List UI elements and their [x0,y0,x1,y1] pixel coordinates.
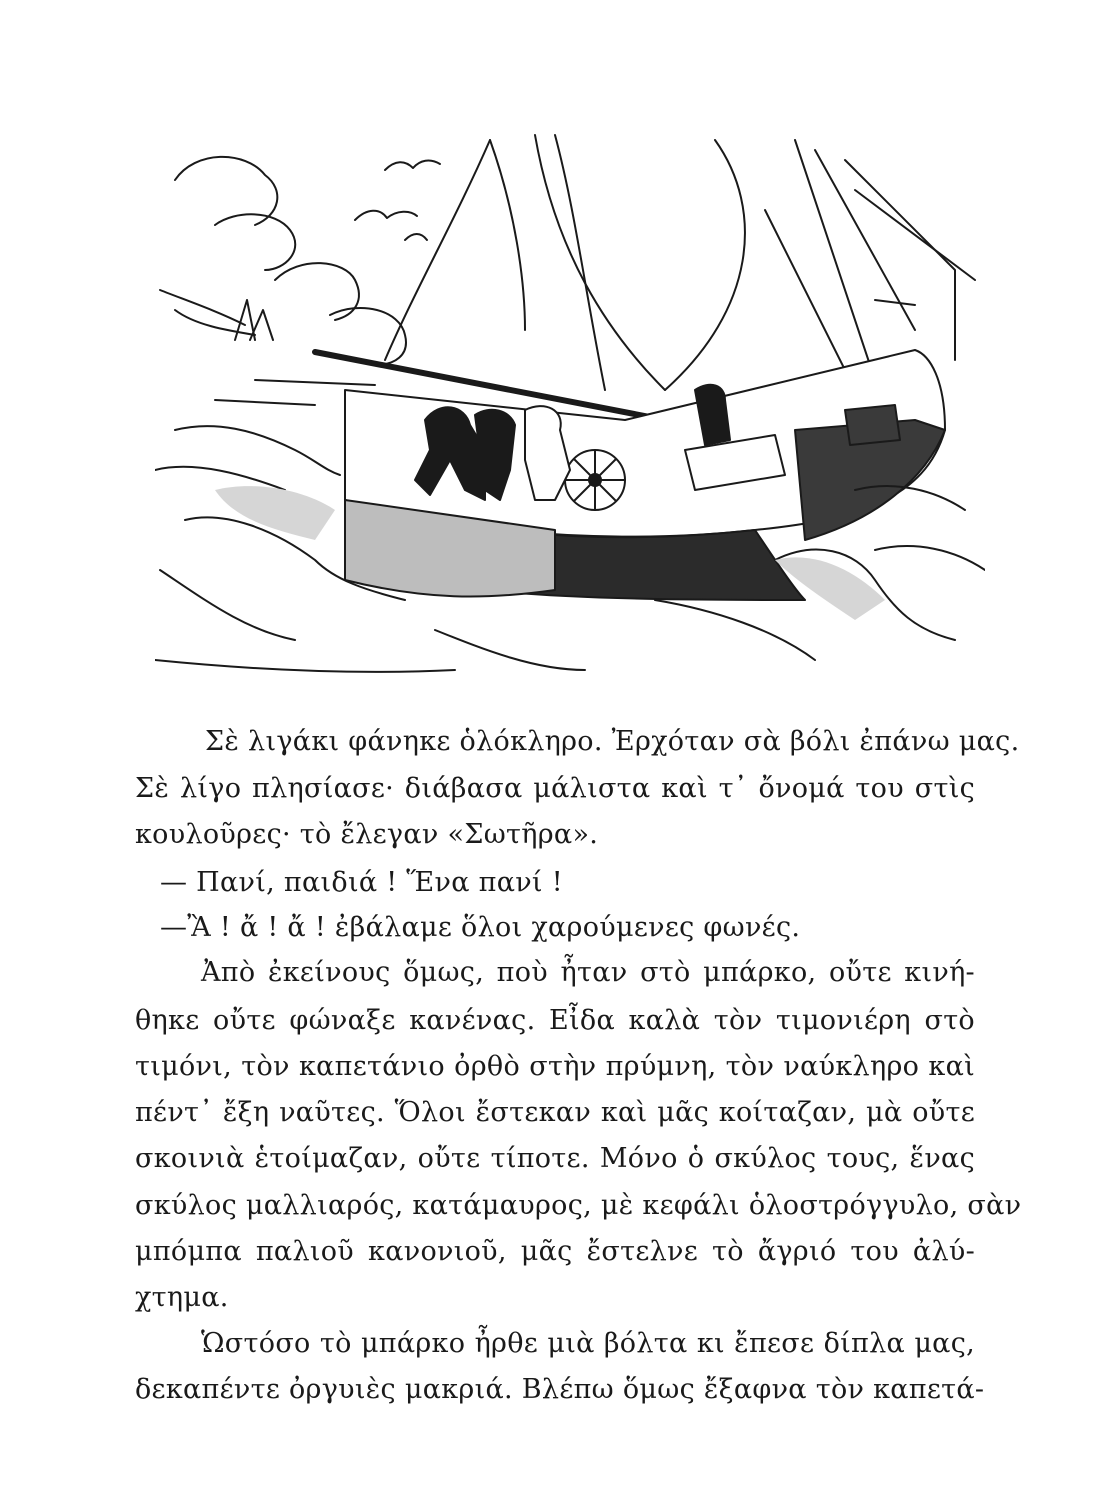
text-line: δεκαπέντε ὀργυιὲς μακριά. Βλέπω ὅμως ἔξαφνα τὸν καπετά- [135,1374,985,1405]
mainsail-drawing [490,140,525,330]
text-line: —Ἂ ! ἄ ! ἄ ! ἐβάλαμε ὅλοι χαρούμενες φωνές. [160,912,801,943]
text-line: χτημα. [135,1282,229,1313]
sailboat-illustration [155,130,985,710]
text-line: Σὲ λιγάκι φάνηκε ὁλόκληρο. Ἐρχόταν σὰ βόλι ἐπάνω μας. [205,726,1020,757]
text-line: Ὡστόσο τὸ μπάρκο ἦρθε μιὰ βόλτα κι ἔπεσε δίπλα μας, [201,1328,975,1359]
text-line: Σὲ λίγο πλησίασε· διάβασα μάλιστα καὶ τ᾽ ὄνομά του στὶς [135,773,975,804]
text-line: πέντ᾽ ἔξη ναῦτες. Ὅλοι ἔστεκαν καὶ μᾶς κοίταζαν, μὰ οὔτε [135,1097,975,1128]
text-line: σκύλος μαλλιαρός, κατάμαυρος, μὲ κεφάλι ὁλοστρόγγυλο, σὰν [135,1190,1022,1221]
text-line: κουλοῦρες· τὸ ἔλεγαν «Σωτῆρα». [135,819,599,850]
text-line: — Πανί, παιδιά ! Ἕνα πανί ! [160,867,563,898]
seagull-drawing [385,161,440,170]
text-line: Ἀπὸ ἐκείνους ὅμως, ποὺ ἦταν στὸ μπάρκο, οὔτε κινή- [201,957,975,988]
text-line: σκοινιὰ ἑτοίμαζαν, οὔτε τίποτε. Μόνο ὁ σκύλος τους, ἕνας [135,1143,975,1174]
text-line: θηκε οὔτε φώναξε κανένας. Εἶδα καλὰ τὸν τιμονιέρη στὸ [135,1005,975,1036]
text-line: μπόμπα παλιοῦ κανονιοῦ, μᾶς ἔστελνε τὸ ἄγριό του ἀλύ- [135,1236,975,1267]
text-line: τιμόνι, τὸν καπετάνιο ὀρθὸ στὴν πρύμνη, τὸν ναύκληρο καὶ [135,1051,975,1082]
